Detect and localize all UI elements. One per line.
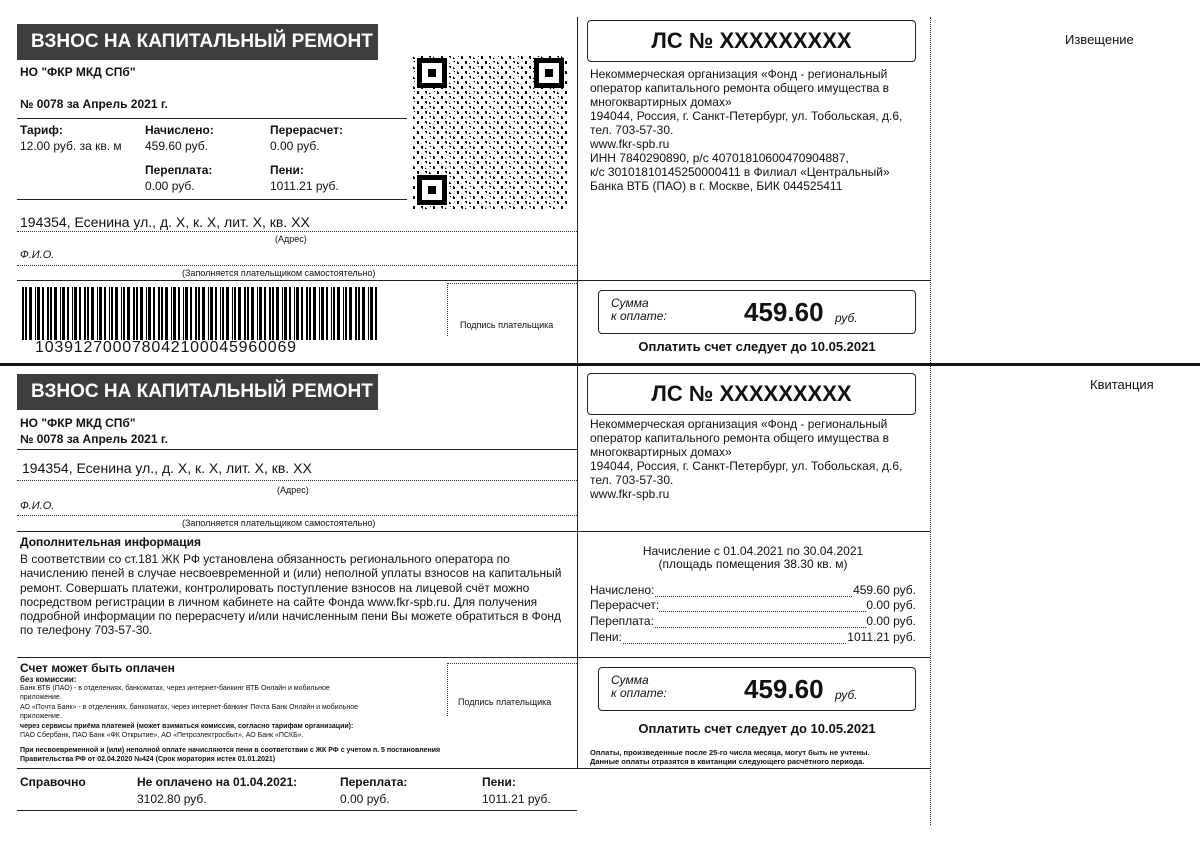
vertical-divider bbox=[577, 366, 578, 768]
org-details: Некоммерческая организация «Фонд - региональный оператор капитального ремонта общего имущества в многоквартирных домах» 194044, Россия, г. Санкт-Петербург, ул. Тобольская, д.6, тел. 703-57-30. www.fkr-spb.ru bbox=[590, 417, 903, 501]
address: 194354, Есенина ул., д. X, к. X, лит. X, кв. XX bbox=[20, 214, 310, 230]
no-fee-text-1: Банк ВТБ (ПАО) - в отделениях, банкоматах, через интернет-банкинг ВТБ Онлайн и мобильное приложение. bbox=[20, 685, 330, 701]
address-caption: (Адрес) bbox=[275, 234, 307, 244]
tariff-label: Тариф: bbox=[20, 123, 63, 137]
account-number: ЛС № XXXXXXXXX bbox=[651, 381, 852, 406]
fio-caption: (Заполняется плательщиком самостоятельно) bbox=[182, 268, 376, 278]
fio-label: Ф.И.О. bbox=[20, 500, 55, 512]
signature-box-left bbox=[447, 663, 448, 716]
penalty-value: 1011.21 руб. bbox=[270, 179, 339, 193]
cut-line bbox=[930, 17, 931, 825]
divider bbox=[17, 449, 577, 450]
additional-title: Дополнительная информация bbox=[20, 535, 201, 549]
accrual-row-label: Начислено: bbox=[590, 583, 655, 597]
fee-text: ПАО Сбербанк, ПАО Банк «ФК Открытие», АО «Петроэлектросбыт», АО Банк «ПСКБ». bbox=[20, 732, 304, 739]
unpaid-label: Не оплачено на 01.04.2021: bbox=[137, 775, 298, 789]
reference-overpay-value: 0.00 руб. bbox=[340, 792, 390, 806]
unpaid-value: 3102.80 руб. bbox=[137, 792, 207, 806]
fio-line bbox=[17, 265, 577, 266]
divider bbox=[17, 657, 930, 658]
qr-code bbox=[413, 54, 568, 209]
reference-overpay-label: Переплата: bbox=[340, 775, 408, 789]
accrued-label: Начислено: bbox=[145, 123, 214, 137]
payment-title: Счет может быть оплачен bbox=[20, 661, 175, 675]
receipt-label: Квитанция bbox=[1090, 377, 1154, 392]
overpay-label: Переплата: bbox=[145, 163, 213, 177]
qr-finder bbox=[417, 175, 447, 205]
org-short: НО "ФКР МКД СПб" bbox=[20, 65, 136, 79]
accrual-row-label: Переплата: bbox=[590, 614, 654, 628]
divider bbox=[577, 280, 930, 281]
no-fee-text-2: АО «Почта Банк» - в отделениях, банкоматах, через интернет-банкинг Почта Банк Онлайн и мобильное приложение. bbox=[20, 704, 359, 720]
sum-label-2: к оплате: bbox=[611, 686, 667, 700]
sum-box bbox=[598, 290, 916, 334]
sum-value: 459.60 bbox=[744, 674, 824, 704]
accrual-row bbox=[590, 614, 916, 630]
ls-box bbox=[587, 373, 916, 415]
accrual-row bbox=[590, 583, 916, 599]
barcode-number: 103912700078042100045960069 bbox=[35, 339, 297, 356]
tariff-value: 12.00 руб. за кв. м bbox=[20, 139, 122, 153]
fio-label: Ф.И.О. bbox=[20, 249, 55, 261]
ls-box bbox=[587, 20, 916, 62]
fio-caption: (Заполняется плательщиком самостоятельно) bbox=[182, 518, 376, 528]
accrual-title-1: Начисление с 01.04.2021 по 30.04.2021 bbox=[642, 544, 864, 558]
address-caption: (Адрес) bbox=[277, 485, 309, 495]
account-number: ЛС № XXXXXXXXX bbox=[651, 28, 852, 53]
no-fee-title: без комиссии: bbox=[20, 675, 77, 684]
notice-header: ВЗНОС НА КАПИТАЛЬНЫЙ РЕМОНТ bbox=[17, 24, 378, 60]
accrual-row bbox=[590, 598, 916, 614]
pay-before: Оплатить счет следует до 10.05.2021 bbox=[638, 721, 876, 736]
org-details: Некоммерческая организация «Фонд - региональный оператор капитального ремонта общего имущества в многоквартирных домах» 194044, Россия, г. Санкт-Петербург, ул. Тобольская, д.6, тел. 703-57-30. www.fkr-spb.ru ИНН 7840290890, р/с 40701810600470904887, к/с 30101810145250000411 в Филиал «Центральный» Банка ВТБ (ПАО) в г. Москве, БИК 044525411 bbox=[590, 67, 903, 193]
pay-before: Оплатить счет следует до 10.05.2021 bbox=[638, 339, 876, 354]
sum-unit: руб. bbox=[835, 311, 858, 325]
reference-penalty-value: 1011.21 руб. bbox=[482, 792, 551, 806]
fee-title: через сервисы приёма платежей (может взиматься комиссия, согласно тарифам организации): bbox=[20, 723, 354, 730]
sum-label-1: Сумма bbox=[611, 673, 649, 687]
accrual-row-value: 1011.21 руб. bbox=[847, 630, 916, 644]
period: № 0078 за Апрель 2021 г. bbox=[20, 97, 168, 111]
period: № 0078 за Апрель 2021 г. bbox=[20, 432, 168, 446]
divider bbox=[17, 280, 577, 281]
sum-label-2: к оплате: bbox=[611, 309, 667, 323]
barcode bbox=[22, 287, 378, 340]
notice-label: Извещение bbox=[1065, 32, 1134, 47]
accrual-row-value: 0.00 руб. bbox=[866, 598, 916, 612]
sum-unit: руб. bbox=[835, 688, 858, 702]
address: 194354, Есенина ул., д. X, к. X, лит. X, кв. XX bbox=[22, 460, 312, 476]
org-short: НО "ФКР МКД СПб" bbox=[20, 416, 136, 430]
signature-box-top bbox=[447, 283, 577, 284]
section-separator bbox=[0, 363, 1200, 366]
divider bbox=[17, 810, 577, 811]
fio-line bbox=[17, 515, 577, 516]
penalty-label: Пени: bbox=[270, 163, 304, 177]
signature-box-left bbox=[447, 283, 448, 336]
late-note-2: Данные оплаты отразятся в квитанции следующего расчётного периода. bbox=[590, 757, 865, 766]
receipt-header: ВЗНОС НА КАПИТАЛЬНЫЙ РЕМОНТ bbox=[17, 374, 378, 410]
accrued-value: 459.60 руб. bbox=[145, 139, 208, 153]
sum-box bbox=[598, 667, 916, 711]
recalc-value: 0.00 руб. bbox=[270, 139, 320, 153]
accrual-row-value: 0.00 руб. bbox=[866, 614, 916, 628]
divider bbox=[17, 531, 930, 532]
late-note-1: Оплаты, произведенные после 25-го числа месяца, могут быть не учтены. bbox=[590, 748, 870, 757]
reference-penalty-label: Пени: bbox=[482, 775, 516, 789]
divider bbox=[17, 768, 930, 769]
qr-finder bbox=[417, 58, 447, 88]
accrual-row bbox=[590, 630, 916, 646]
reference-label: Справочно bbox=[20, 775, 86, 789]
signature-caption: Подпись плательщика bbox=[458, 697, 552, 707]
vertical-divider bbox=[577, 17, 578, 363]
address-line bbox=[17, 231, 577, 232]
additional-text: В соответствии со ст.181 ЖК РФ установлена обязанность регионального оператора по начислению пеней в случае несвоевременной и (или) неполной уплаты взносов на капитальный ремонт. Совершать платежи, контролировать поступление взносов на лицевой счёт можно посредством регистрации в личном кабинете на сайте Фонда www.fkr-spb.ru. Для получения подробной информации по перерасчету и/или начисленным пени Вы можете обратиться в Фонд по телефону 703-57-30. bbox=[20, 552, 562, 638]
qr-finder bbox=[534, 58, 564, 88]
accrual-row-value: 459.60 руб. bbox=[853, 583, 916, 597]
accrual-title-2: (площадь помещения 38.30 кв. м) bbox=[658, 557, 848, 571]
signature-box-top bbox=[447, 663, 577, 664]
sum-value: 459.60 bbox=[744, 297, 824, 327]
penalty-note: При несвоевременной и (или) неполной оплате начисляются пени в соответствии с ЖК РФ с учетом п. 5 постановления Правительства РФ от 02.04.2020 №424 (Срок моратория истек 01.01.2021) bbox=[20, 747, 441, 763]
divider bbox=[17, 118, 407, 119]
overpay-value: 0.00 руб. bbox=[145, 179, 195, 193]
sum-label-1: Сумма bbox=[611, 296, 649, 310]
accrual-row-label: Пени: bbox=[590, 630, 622, 644]
divider bbox=[17, 199, 407, 200]
signature-caption: Подпись плательщика bbox=[460, 320, 554, 330]
recalc-label: Перерасчет: bbox=[270, 123, 344, 137]
address-line bbox=[17, 480, 577, 481]
accrual-row-label: Перерасчет: bbox=[590, 598, 660, 612]
